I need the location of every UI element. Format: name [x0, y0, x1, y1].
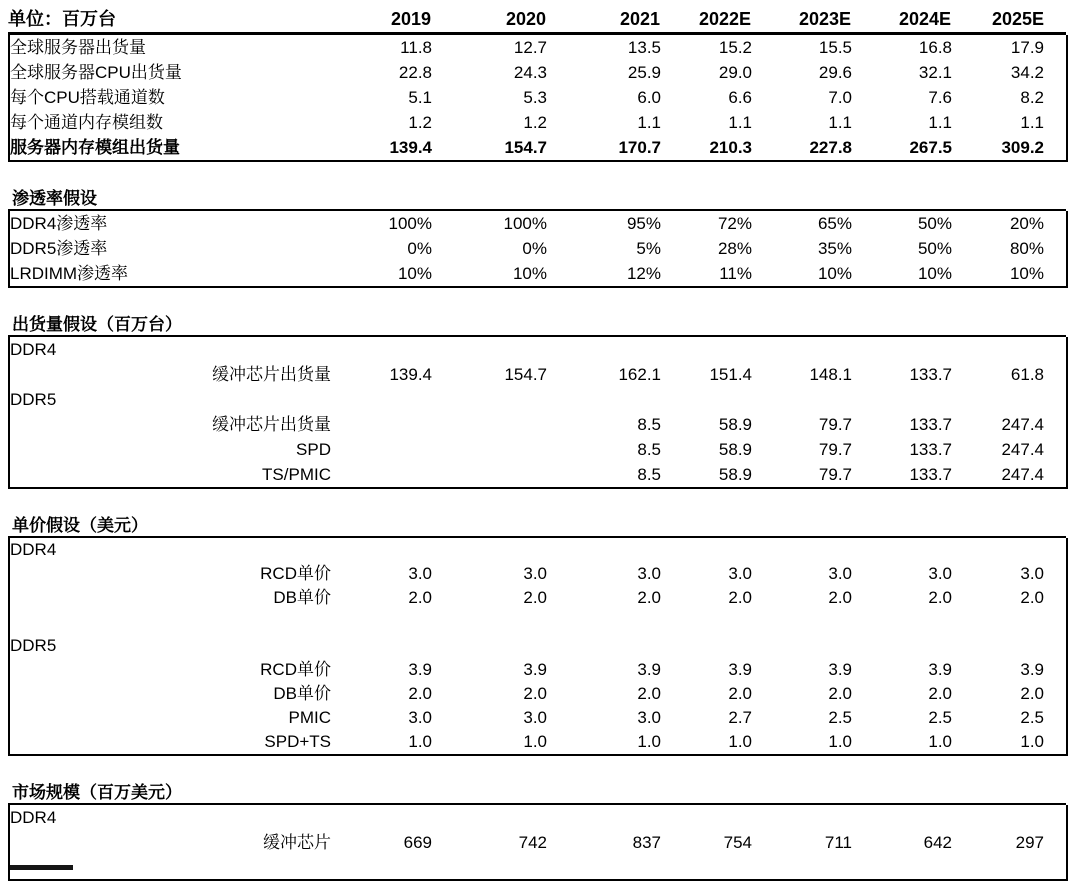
- row-label: TS/PMIC: [262, 465, 331, 484]
- table-price-assumptions: [8, 538, 1068, 756]
- cell-value: 20%: [1009, 214, 1044, 233]
- cell-value: 148.1: [809, 365, 852, 384]
- cell-value: [852, 805, 952, 830]
- cell-value: 79.7: [818, 440, 852, 459]
- cell-value: 309.2: [1001, 138, 1044, 157]
- cell-value: 0%: [407, 239, 432, 258]
- cell-value: 8.5: [637, 415, 661, 434]
- cell-value: [661, 610, 752, 634]
- cell-value: 133.7: [909, 440, 952, 459]
- table-row: [9, 682, 1067, 706]
- cell-value: [547, 387, 661, 412]
- cell-value: [952, 538, 1067, 562]
- cell-value: 2.0: [828, 684, 852, 703]
- cell-value: 58.9: [718, 465, 752, 484]
- cell-value: [661, 538, 752, 562]
- cell-value: [339, 462, 432, 488]
- section-title-price-assumptions: 单价假设（美元）: [8, 516, 1066, 538]
- row-label: DB单价: [273, 684, 331, 703]
- cell-value: 29.0: [718, 63, 752, 82]
- cell-value: 247.4: [1001, 440, 1044, 459]
- cell-value: 7.0: [828, 88, 852, 107]
- cell-value: 50%: [917, 239, 952, 258]
- cell-value: 1.2: [523, 113, 547, 132]
- cell-value: [547, 805, 661, 830]
- cell-value: [432, 805, 547, 830]
- cell-value: 61.8: [1010, 365, 1044, 384]
- table-row: [9, 730, 1067, 755]
- cell-value: 2.0: [828, 588, 852, 607]
- cell-value: 2.5: [1020, 708, 1044, 727]
- table-row: [9, 60, 1067, 85]
- table-penetration-rates: [8, 211, 1068, 288]
- cell-value: [547, 538, 661, 562]
- cell-value: [752, 855, 852, 880]
- cell-value: [752, 538, 852, 562]
- cell-value: 1.1: [1020, 113, 1044, 132]
- table-row: [9, 855, 1067, 880]
- cell-value: 10%: [1009, 264, 1044, 283]
- cell-value: 5%: [636, 239, 661, 258]
- year-header: 2021: [546, 6, 660, 34]
- cell-value: 10%: [917, 264, 952, 283]
- cell-value: 11.8: [400, 38, 432, 57]
- cell-value: 6.0: [637, 88, 661, 107]
- table-row: [9, 85, 1067, 110]
- row-label: 缓冲芯片出货量: [212, 415, 331, 434]
- cell-value: 669: [403, 833, 432, 852]
- cell-value: 22.8: [398, 63, 432, 82]
- cell-value: [752, 634, 852, 658]
- cell-value: 1.0: [728, 732, 752, 751]
- cell-value: 1.0: [637, 732, 661, 751]
- cell-value: 58.9: [718, 440, 752, 459]
- cell-value: [432, 462, 547, 488]
- cell-value: 15.2: [718, 38, 752, 57]
- cell-value: 1.2: [408, 113, 432, 132]
- table-row: [9, 387, 1067, 412]
- cell-value: 3.9: [637, 660, 661, 679]
- table-row: [9, 135, 1067, 161]
- row-label: DDR5: [10, 636, 57, 655]
- table-row: [9, 706, 1067, 730]
- cell-value: [547, 610, 661, 634]
- cell-value: [661, 805, 752, 830]
- cell-value: [339, 387, 432, 412]
- year-header: 2020: [431, 6, 546, 34]
- cell-value: 1.1: [637, 113, 661, 132]
- table-row: [9, 362, 1067, 387]
- cell-value: 133.7: [909, 465, 952, 484]
- cell-value: [661, 634, 752, 658]
- row-label: DDR5: [10, 390, 57, 409]
- cell-value: 139.4: [389, 138, 432, 157]
- cell-value: 2.0: [408, 684, 432, 703]
- cell-value: 711: [824, 833, 852, 852]
- cell-value: 2.5: [828, 708, 852, 727]
- cell-value: [339, 412, 432, 437]
- cell-value: [432, 855, 547, 880]
- cell-value: 2.0: [728, 684, 752, 703]
- cell-value: 2.5: [928, 708, 952, 727]
- cell-value: 1.1: [928, 113, 952, 132]
- cell-value: 3.9: [1020, 660, 1044, 679]
- cell-value: [339, 538, 432, 562]
- cell-value: 80%: [1009, 239, 1044, 258]
- cell-value: [752, 610, 852, 634]
- year-header-table: [8, 6, 1066, 35]
- cell-value: 28%: [717, 239, 752, 258]
- cell-value: 79.7: [818, 465, 852, 484]
- row-label: 全球服务器出货量: [10, 38, 146, 57]
- cell-value: 3.0: [523, 564, 547, 583]
- cell-value: 3.0: [637, 564, 661, 583]
- cell-value: [952, 610, 1067, 634]
- cell-value: 837: [632, 833, 661, 852]
- cell-value: 2.0: [408, 588, 432, 607]
- cell-value: 1.1: [828, 113, 852, 132]
- cell-value: 58.9: [718, 415, 752, 434]
- cell-value: 3.9: [523, 660, 547, 679]
- row-label: 缓冲芯片: [263, 833, 331, 852]
- cell-value: 742: [518, 833, 547, 852]
- cell-value: 12%: [626, 264, 661, 283]
- year-header: 2024E: [851, 6, 951, 34]
- row-label: 服务器内存模组出货量: [10, 138, 180, 157]
- table-row: [9, 610, 1067, 634]
- cell-value: 8.2: [1020, 88, 1044, 107]
- cell-value: 133.7: [909, 365, 952, 384]
- row-label: 每个通道内存模组数: [10, 113, 163, 132]
- row-label: 缓冲芯片出货量: [212, 365, 331, 384]
- cell-value: 79.7: [818, 415, 852, 434]
- cell-value: 2.0: [928, 588, 952, 607]
- cell-value: 1.0: [828, 732, 852, 751]
- cell-value: 154.7: [504, 365, 547, 384]
- cell-value: [339, 805, 432, 830]
- table-row: [9, 110, 1067, 135]
- cell-value: 5.3: [523, 88, 547, 107]
- cell-value: 210.3: [709, 138, 752, 157]
- row-label: DDR4渗透率: [10, 214, 108, 233]
- cell-value: 7.6: [928, 88, 952, 107]
- cell-value: 3.0: [728, 564, 752, 583]
- cell-value: 247.4: [1001, 465, 1044, 484]
- cell-value: 2.0: [637, 588, 661, 607]
- table-row: [9, 437, 1067, 462]
- cell-value: [852, 387, 952, 412]
- table-row: [9, 634, 1067, 658]
- cell-value: [432, 337, 547, 362]
- cell-value: [752, 387, 852, 412]
- table-server-memory-shipments: [8, 35, 1068, 162]
- table-row: [9, 261, 1067, 287]
- cell-value: 267.5: [909, 138, 952, 157]
- table-row: [9, 562, 1067, 586]
- cell-value: 3.0: [828, 564, 852, 583]
- cell-value: [661, 337, 752, 362]
- cell-value: 6.6: [728, 88, 752, 107]
- cell-value: 1.0: [408, 732, 432, 751]
- section-title-shipment-assumptions: 出货量假设（百万台）: [8, 315, 1066, 337]
- table-row: [9, 211, 1067, 236]
- cell-value: 247.4: [1001, 415, 1044, 434]
- cell-value: [339, 610, 432, 634]
- cell-value: 2.0: [728, 588, 752, 607]
- row-label: SPD+TS: [264, 732, 331, 751]
- cell-value: 2.0: [523, 684, 547, 703]
- cell-value: [752, 337, 852, 362]
- cell-value: [432, 387, 547, 412]
- row-label: PMIC: [288, 708, 331, 727]
- cell-value: [661, 387, 752, 412]
- table-shipment-assumptions: [8, 337, 1068, 489]
- cell-value: 3.0: [928, 564, 952, 583]
- header-row: [8, 6, 1066, 34]
- cell-value: 1.1: [728, 113, 752, 132]
- year-header: 2025E: [951, 6, 1066, 34]
- cell-value: [547, 855, 661, 880]
- cell-value: 162.1: [618, 365, 661, 384]
- row-label: 全球服务器CPU出货量: [10, 63, 182, 82]
- cell-value: 35%: [817, 239, 852, 258]
- cell-value: 170.7: [618, 138, 661, 157]
- cell-value: [852, 634, 952, 658]
- row-label: RCD单价: [260, 660, 331, 679]
- cell-value: [752, 805, 852, 830]
- cell-value: 10%: [817, 264, 852, 283]
- cell-value: [952, 855, 1067, 880]
- cell-value: 16.8: [918, 38, 952, 57]
- cell-value: 32.1: [918, 63, 952, 82]
- cell-value: [432, 437, 547, 462]
- table-row: [9, 658, 1067, 682]
- cell-value: 24.3: [513, 63, 547, 82]
- cell-value: [339, 634, 432, 658]
- cell-value: 50%: [917, 214, 952, 233]
- cell-value: 3.0: [523, 708, 547, 727]
- cell-value: 8.5: [637, 440, 661, 459]
- cell-value: 65%: [817, 214, 852, 233]
- cell-value: 5.1: [408, 88, 432, 107]
- cell-value: 2.0: [523, 588, 547, 607]
- cell-value: [432, 610, 547, 634]
- cell-value: 3.0: [637, 708, 661, 727]
- row-label: DDR4: [10, 340, 57, 359]
- cell-value: 754: [723, 833, 752, 852]
- row-label: 每个CPU搭载通道数: [10, 88, 165, 107]
- cell-value: 95%: [626, 214, 661, 233]
- cell-value: [547, 634, 661, 658]
- cell-value: 10%: [512, 264, 547, 283]
- cell-value: 25.9: [627, 63, 661, 82]
- cell-value: [432, 634, 547, 658]
- row-label: DDR4: [10, 808, 57, 827]
- cell-value: 3.0: [1020, 564, 1044, 583]
- cell-value: 100%: [503, 214, 547, 233]
- unit-label: 单位：百万台: [8, 6, 338, 34]
- cell-value: [661, 855, 752, 880]
- year-header: 2022E: [660, 6, 751, 34]
- row-label: DB单价: [273, 588, 331, 607]
- cell-value: 3.9: [928, 660, 952, 679]
- cell-value: [547, 337, 661, 362]
- cell-value: 133.7: [909, 415, 952, 434]
- cell-value: 154.7: [504, 138, 547, 157]
- cell-value: [952, 805, 1067, 830]
- cell-value: [952, 634, 1067, 658]
- cell-value: 72%: [717, 214, 752, 233]
- cell-value: 227.8: [809, 138, 852, 157]
- cell-value: [952, 337, 1067, 362]
- cell-value: [952, 387, 1067, 412]
- cell-value: [432, 538, 547, 562]
- cell-value: [852, 337, 952, 362]
- row-label: LRDIMM渗透率: [10, 264, 129, 283]
- table-row: [9, 830, 1067, 855]
- year-header: 2023E: [751, 6, 851, 34]
- table-row: [9, 586, 1067, 610]
- table-row: [9, 236, 1067, 261]
- cell-value: [852, 855, 952, 880]
- row-label: [9, 610, 339, 634]
- cell-value: 0%: [522, 239, 547, 258]
- cell-value: [852, 610, 952, 634]
- cell-value: 12.7: [513, 38, 547, 57]
- cell-value: 642: [923, 833, 952, 852]
- cell-value: [339, 855, 432, 880]
- cell-value: 297: [1015, 833, 1044, 852]
- section-title-market-size: 市场规模（百万美元）: [8, 783, 1066, 805]
- cell-value: 2.0: [637, 684, 661, 703]
- table-row: [9, 805, 1067, 830]
- cell-value: 3.0: [408, 708, 432, 727]
- row-label: DDR5渗透率: [10, 239, 108, 258]
- table-row: [9, 412, 1067, 437]
- cell-value: 13.5: [627, 38, 661, 57]
- cell-value: 11%: [719, 264, 752, 283]
- cell-value: 3.0: [408, 564, 432, 583]
- year-header: 2019: [338, 6, 431, 34]
- cutoff-row-artifact: [10, 865, 73, 870]
- cell-value: 3.9: [828, 660, 852, 679]
- cell-value: 3.9: [408, 660, 432, 679]
- cell-value: 2.0: [1020, 684, 1044, 703]
- cell-value: 15.5: [818, 38, 852, 57]
- cell-value: 2.7: [728, 708, 752, 727]
- table-row: [9, 337, 1067, 362]
- cell-value: 3.9: [728, 660, 752, 679]
- cell-value: [339, 337, 432, 362]
- table-row: [9, 35, 1067, 60]
- cell-value: 17.9: [1010, 38, 1044, 57]
- row-label: DDR4: [10, 540, 57, 559]
- table-row: [9, 538, 1067, 562]
- cell-value: [852, 538, 952, 562]
- cell-value: 1.0: [523, 732, 547, 751]
- cell-value: 100%: [388, 214, 432, 233]
- cell-value: 151.4: [709, 365, 752, 384]
- cell-value: [432, 412, 547, 437]
- cell-value: 2.0: [1020, 588, 1044, 607]
- cell-value: 10%: [397, 264, 432, 283]
- cell-value: [339, 437, 432, 462]
- cell-value: 139.4: [389, 365, 432, 384]
- row-label: RCD单价: [260, 564, 331, 583]
- row-label: SPD: [296, 440, 331, 459]
- cell-value: 8.5: [637, 465, 661, 484]
- table-row: [9, 462, 1067, 488]
- cell-value: 34.2: [1010, 63, 1044, 82]
- cell-value: 29.6: [818, 63, 852, 82]
- section-title-penetration: 渗透率假设: [8, 189, 1066, 211]
- cell-value: 1.0: [1020, 732, 1044, 751]
- cell-value: 2.0: [928, 684, 952, 703]
- cell-value: 1.0: [928, 732, 952, 751]
